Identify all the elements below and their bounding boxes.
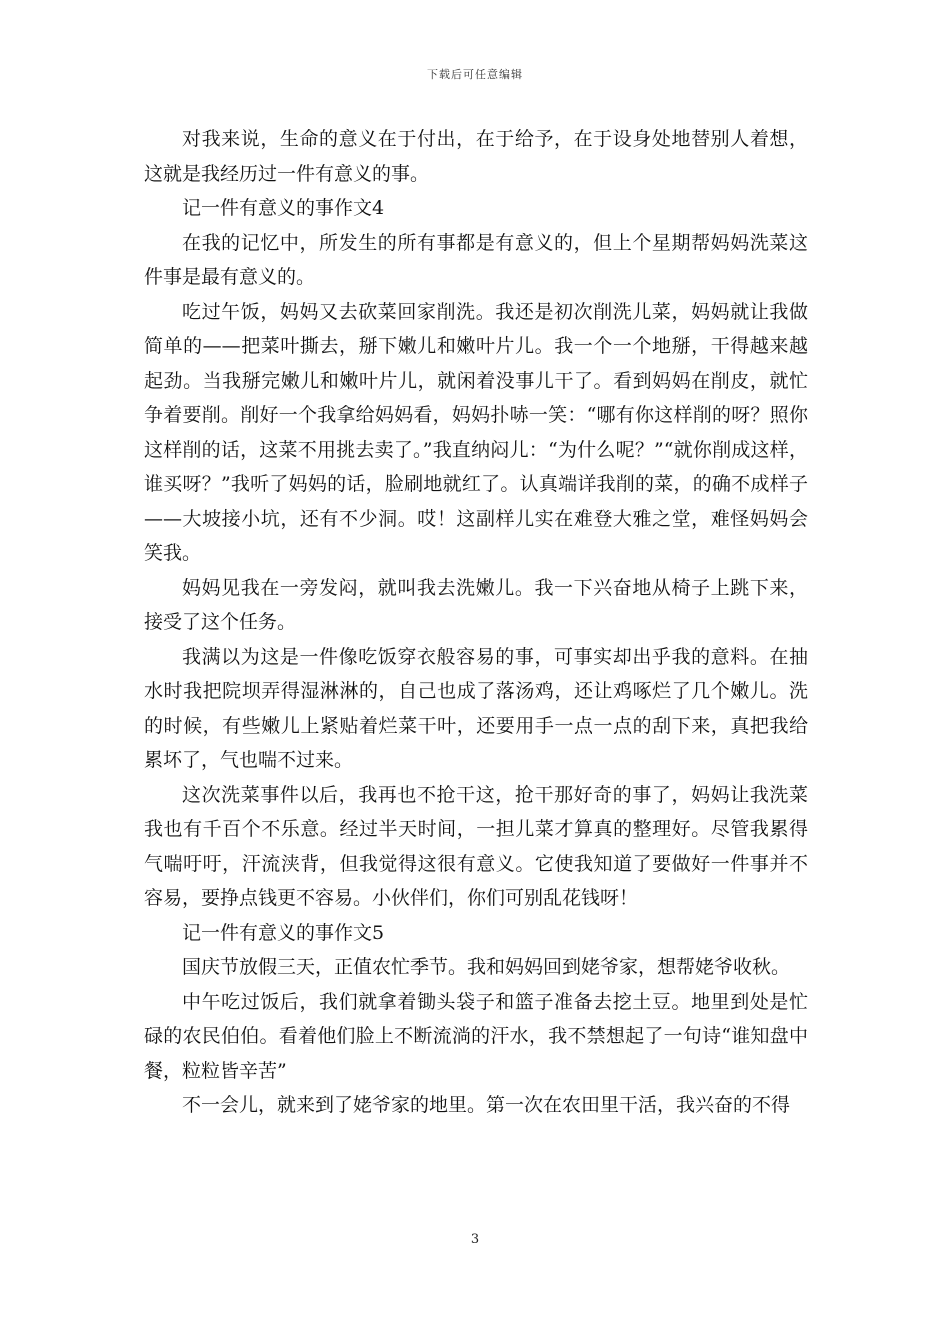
paragraph: 我满以为这是一件像吃饭穿衣般容易的事，可事实却出乎我的意料。在抽水时我把院坝弄得湿淋淋的，自己也成了落汤鸡，还让鸡啄烂了几个嫩儿。洗的时候，有些嫩儿上紧贴着烂菜干叶，还要用手一点一点的刮下来，真把我给累坏了，气也喘不过来。 — [144, 645, 808, 771]
paragraph: 不一会儿，就来到了姥爷家的地里。第一次在农田里干活，我兴奋的不得 — [182, 1094, 791, 1116]
essay-heading: 记一件有意义的事作文4 — [182, 197, 385, 219]
paragraph: 在我的记忆中，所发生的所有事都是有意义的，但上个星期帮妈妈洗菜这件事是最有意义的。 — [144, 231, 808, 288]
paragraph: 这次洗菜事件以后，我再也不抢干这，抢干那好奇的事了，妈妈让我洗菜我也有千百个不乐意。经过半天时间，一担儿菜才算真的整理好。尽管我累得气喘吁吁，汗流浃背，但我觉得这很有意义。它使我知道了要做好一件事并不容易，要挣点钱更不容易。小伙伴们，你们可别乱花钱呀！ — [144, 783, 808, 909]
paragraph: 中午吃过饭后，我们就拿着锄头袋子和篮子准备去挖土豆。地里到处是忙碌的农民伯伯。看着他们脸上不断流淌的汗水，我不禁想起了一句诗“谁知盘中餐，粒粒皆辛苦” — [144, 990, 808, 1082]
paragraph: 国庆节放假三天，正值农忙季节。我和妈妈回到姥爷家，想帮姥爷收秋。 — [182, 956, 791, 978]
document-body — [144, 122, 808, 1123]
paragraph: 妈妈见我在一旁发闷，就叫我去洗嫩儿。我一下兴奋地从椅子上跳下来，接受了这个任务。 — [144, 576, 808, 633]
paragraph: 吃过午饭，妈妈又去砍菜回家削洗。我还是初次削洗儿菜，妈妈就让我做简单的——把菜叶撕去，掰下嫩儿和嫩叶片儿。我一个一个地掰，干得越来越起劲。当我掰完嫩儿和嫩叶片儿，就闲着没事儿干了。看到妈妈在削皮，就忙争着要削。削好一个我拿给妈妈看，妈妈扑哧一笑：“哪有你这样削的呀？照你这样削的话，这菜不用挑去卖了。”我直纳闷儿：“为什么呢？”“就你削成这样，谁买呀？”我听了妈妈的话，脸刷地就红了。认真端详我削的菜，的确不成样子——大坡接小坑，还有不少洞。哎！这副样儿实在难登大雅之堂，难怪妈妈会笑我。 — [144, 300, 808, 564]
paragraph: 对我来说，生命的意义在于付出，在于给予，在于设身处地替别人着想，这就是我经历过一件有意义的事。 — [144, 128, 808, 185]
page-header: 下载后可任意编辑 — [427, 68, 523, 81]
page-number: 3 — [470, 1232, 480, 1247]
essay-heading: 记一件有意义的事作文5 — [182, 921, 385, 944]
